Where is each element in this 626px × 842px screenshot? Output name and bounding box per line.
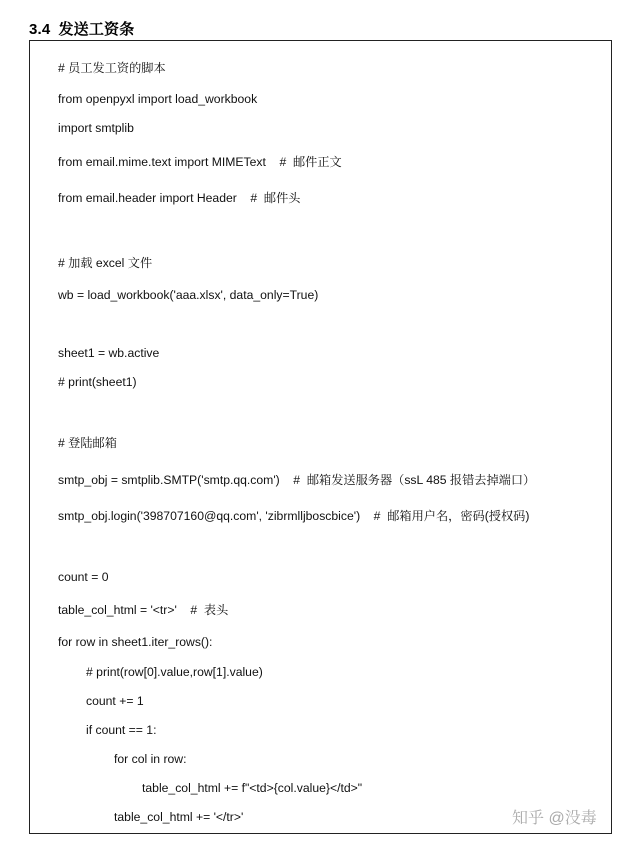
code-line: smtp_obj = smtplib.SMTP('smtp.qq.com') # 邮箱发送服务器（ssL 485 报错去掉端口） — [58, 473, 536, 487]
code-line: wb = load_workbook('aaa.xlsx', data_only=True) — [58, 288, 319, 302]
code-line: for col in row: — [114, 752, 187, 766]
code-line: from email.mime.text import MIMEText # 邮件正文 — [58, 155, 342, 169]
code-line: smtp_obj.login('398707160@qq.com', 'zibrmlljboscbice') # 邮箱用户名，密码(授权码) — [58, 509, 530, 523]
code-line: # 登陆邮箱 — [58, 436, 117, 450]
section-heading — [29, 18, 134, 39]
code-line: from email.header import Header # 邮件头 — [58, 191, 301, 205]
section-number: 3.4 — [29, 21, 51, 38]
code-line: for row in sheet1.iter_rows(): — [58, 635, 213, 649]
code-block — [29, 40, 612, 834]
code-line: sheet1 = wb.active — [58, 346, 160, 360]
code-line: if count == 1: — [86, 723, 157, 737]
code-line: # print(row[0].value,row[1].value) — [86, 665, 263, 679]
code-line: table_col_html = '<tr>' # 表头 — [58, 603, 229, 617]
code-line: count += 1 — [86, 694, 144, 708]
section-title: 发送工资条 — [58, 21, 135, 38]
code-line: table_col_html += f"<td>{col.value}</td>" — [142, 781, 363, 795]
code-line: table_col_html += '</tr>' — [114, 810, 244, 824]
code-line: # 员工发工资的脚本 — [58, 61, 166, 75]
code-line: count = 0 — [58, 570, 109, 584]
code-line: from openpyxl import load_workbook — [58, 92, 258, 106]
watermark: 知乎 @没毒 — [512, 810, 597, 827]
code-line: import smtplib — [58, 121, 134, 135]
code-line: # print(sheet1) — [58, 375, 137, 389]
code-line: # 加载 excel 文件 — [58, 256, 153, 270]
